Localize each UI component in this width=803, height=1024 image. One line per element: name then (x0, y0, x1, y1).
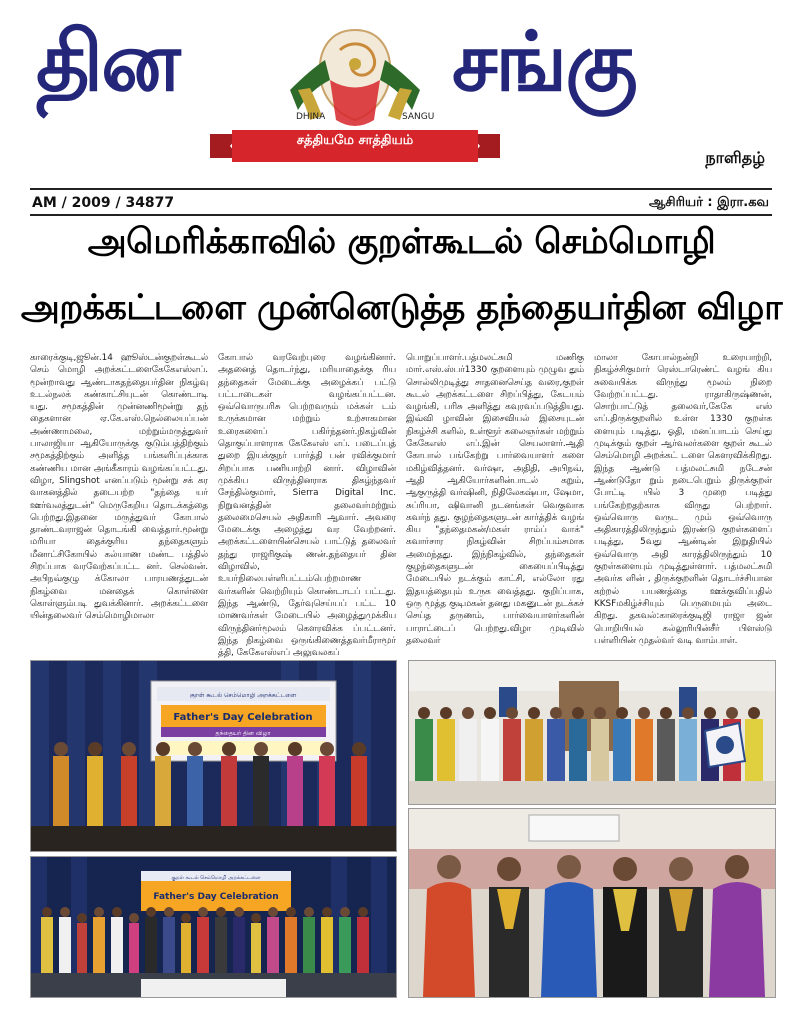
brand-sub-left: DHINA (296, 112, 326, 122)
article-column-2: கோபால் வரவேற்புரை வழங்கினார். அதனைத் தொடர்ந்து, மரியாதைக்கு ரிய தந்தைகள் மேடைக்கு அழைக்கப் பட்டு பட்டாடைகள் வழங்கப்பட்டன. ஒவ்வொருபரிசு பெற்றவரும் மக்கள் டம் உருக்கமான மற்றும் உற்சாகமான உரைகளைப் பகிர்ந்தனர்.நிகழ்வின் தொகுப்பாளராக கேகேஎஸ் எப். படைப்புத் துறை இயக்குநர் பார்த்தி பன் ரவிக்குமார் சிறப்பாக பணியாற்றி னார். விழாவின் முக்கிய விருந்தினராக திகழ்ந்தவர் சேந்தில்குமார், Sierra Digital Inc. நிறுவனத்தின் தலைவர்மற்றும் தலைமைசெயல் அதிகாரி ஆவார். அவரை மேடைக்கு அழைத்து வர வேற்றனர். அறக்கட்டளையின்செயல் பாட்டுத் தலைவர் தந்து ராஜரிகுஷ் ணன்.தந்தையர் தின விழாவில், உயர்நிலைபள்ளிபட்டம்பெற்றமாண வர்களின் வெற்றியும் கொண்டாடப் பட்டது. இந்த ஆண்டு, தேர்வுசெய்யப் பட்ட 10 மாணவர்கள் மேடையில் அழைத்துமுக்கிய விருந்தினர்மூலம் கௌரவிக்க ப்பட்டனர். இந்த நிகழ்வை ஒருங்கிணைத்தவர்மீராமூர் த்தி, கேகேஎஸ்எப் அலுவலகப் (218, 353, 396, 659)
photo-stage-group (30, 856, 397, 998)
article-column-3: பொறுப்பாளர்.பத்மலட்சுமி மணிகு மார்.எஸ்.ஸ்பர்1330 குறளையும் முழுவ தும் சொல்லிமுடித்து சாதனைசெய்த வரை,குறள் கூடல் அறக்கட்டளை சிறப்பித்து, கேடயம் வழங்கி, பரிசு அளித்து கவுரவப்படுத்தியது. இவ்வி ழாவின் இசைவியல் இசையுடன் நிகழ்ச்சி களில், உள்ளூர் கலைஞர்கள் மற்றும் கேகேஎஸ் எப்.இன் செயலாளர்.ஆதி கோபால் பங்கேற்று பார்வையாளர் களை மகிழ்வித்தனர். வர்ஷா, அதிதி, அபிநவ், ஆதி ஆகியோர்களின்பாடல் கறும், ஆகுருத்தி வர்ஷினி, நிதிலேகஷ்யா, ஷேமா, சுப்ரியா, ஷிவானி நடனங்கள் வெகுவாக கவர்ந் தது. குழந்தைகளுடன் கார்த்திக் வழங் கிய "தந்தைமகன்/மகள் ராம்ப் வாக்" கவார்சார நிகழ்வின் சிறப்பம்சமாக அமைந்தது. இந்நிகழ்வில், தந்தைகள் குழந்தைகளுடன் கையைப்பிடித்து மேடையில் நடக்கும் காட்சி, எல்லோ ரது இதயத்தையும் உருக வைத்தது. குறிப்பாக, ஒரு மூத்த குடிமகன் தனது மகனுடன் நடக்கச் செய்த தருணம், பார்வையாளர்களின் பாராட்டைப் பெற்றது.விழா முடிவில் தலைவர் (406, 353, 584, 646)
photo-stage-students (30, 660, 397, 852)
registration-number: AM / 2009 / 34877 (32, 195, 175, 211)
divider-sub (30, 214, 772, 216)
article-column-1: காரைக்குடி,ஜூன்.14 ஹூஸ்டன்குறள்கூடல் செம் மொழி அறக்கட்டளைகேகேஎஸ்எப். மூன்றாவது ஆண்டாகதந்தையர்தின நிகழ்வு உடல்நலக் கண்காட்சியுடன் கொண்டாடி யது. சமூகத்தின் முன்னணிமூன்று தந் தைகளான ஏ.கே.எஸ்.நெல்லையப்பன் அண்ணாமலை, மற்றும்மருத்துவர் பாலாஜியா ஆகியோருக்கு குடும்பத்திற்கும் சமூகத்திற்கும் அளித்த பங்களிப்புக்காக கண்ணிய மான அங்கீகாரம் வழங்கப்பட்டது. விழா, Slingshot எனப்படும் மூன்று சக் கர வாகனத்தில் தடையற்ற "தந்தை யர் ஊர்வலத்துடன்" மெருகேறிய தொடக்கத்தை பெற்றது.இதனை மருத்துவர் கோபால் தாண்டவராஜன் தொடங்கி வைத்தார்.மூன்று மரியா தைக்குரிய தந்தைகளும் மீனாட்சிகோயில் கல்யாண மண்ட பத்தில் சிறப்பாக வரவேற்கப்பட்ட னர். செல்வன். அபிநவ்குழு க்கோலா பாரயணத்துடன் நிகழ்வை மனதைக் கொள்ளை கொள்ளும்படி துவக்கினார். அறக்கட்டளை யின்தலைவர் செம்மொழிமாலா (30, 353, 208, 622)
daily-label: நாளிதழ் (705, 148, 765, 167)
brand-sub-right: SANGU (402, 112, 435, 122)
banner-title-text: Father's Day Celebration (173, 712, 313, 723)
headline-line-2: அறக்கட்டளை முன்னெடுத்த தந்தையர்தின விழா (20, 288, 783, 328)
motto-text: சத்தியமே சாத்தியம் (296, 133, 414, 148)
brand-title-right: சங்கு (452, 15, 636, 110)
divider-top (30, 188, 772, 190)
banner2-org-text: குறள் கூடல் செம்மொழி அறக்கட்டளை (171, 875, 261, 881)
photo-honorees-seated (408, 808, 776, 998)
article-column-4: மாலா கோபால்நன்றி உரையாற்றி, நிகழ்ச்சிகுமார் ரெஸ்டாரெண்ட் வழங் கிய சுவையிக்க விருந்து மூலம் நிறை வேற்றப்பட்டது. ராதாகிருஷ்ணன், சொற்பாட்டுத் தலைவர்,கேகே எஸ் எப்.திருக்குறளில் உள்ள 1330 குறள்க ளையும் படித்து, ஓதி, மனப்பாடம் செய்து முடிக்கும் குறள் ஆர்வலர்களை குறள் கூடல் செம்மொழி அறக்கட் டளை கௌரவிக்கிறது. இந்த ஆண்டு பத்மலட்சுமி நடேசன் ஆண்டுதோ றும் நடைபெறும் திருக்குறள் போட்டி யில் 3 முறை படித்து பங்கேற்றதற்காக விருது பெற்றார். ஒவ்வொரு வருட மும் ஒவ்வொரு அதிகாரத்திலிருந்தும் இரண்டு குறள்களைப் படித்து, 5வது ஆண்டின் இறுதியில் ஒவ்வொரு அதி காரத்திலிருந்தும் 10 குறள்களையும் முடித்துள்ளார். பத்மலட்சுமி அவர்க ளின் , திருக்குறளின் தொடர்ச்சியான கற்றல் பயணத்தை ஊக்குவிப்பதில் KKSFமகிழ்ச்சியும் பெருமையும் அடை கிறது. தகவல்:காரைக்குடிஜி ராஜா ஜன் பொறியியல் கல்லூரியின்சீர் பிளஸ்டு பள்ளியின் முதல்வர் வடி வாம்பாள். (594, 353, 772, 646)
banner-sub-text: தந்தையர் தின விழா (215, 730, 271, 737)
banner2-title-text: Father's Day Celebration (153, 892, 279, 902)
masthead (0, 0, 803, 190)
headline-line-1: அமெரிக்காவில் குறள்கூடல் செம்மொழி (87, 222, 716, 262)
brand-title-left: தின (36, 15, 179, 110)
photo-group-hall (408, 660, 776, 805)
banner-org-text: குறள் கூடல் செம்மொழி அறக்கட்டளை (189, 692, 297, 699)
article-body (30, 352, 772, 659)
editor-credit: ஆசிரியர் : இரா.கவ (648, 195, 769, 210)
